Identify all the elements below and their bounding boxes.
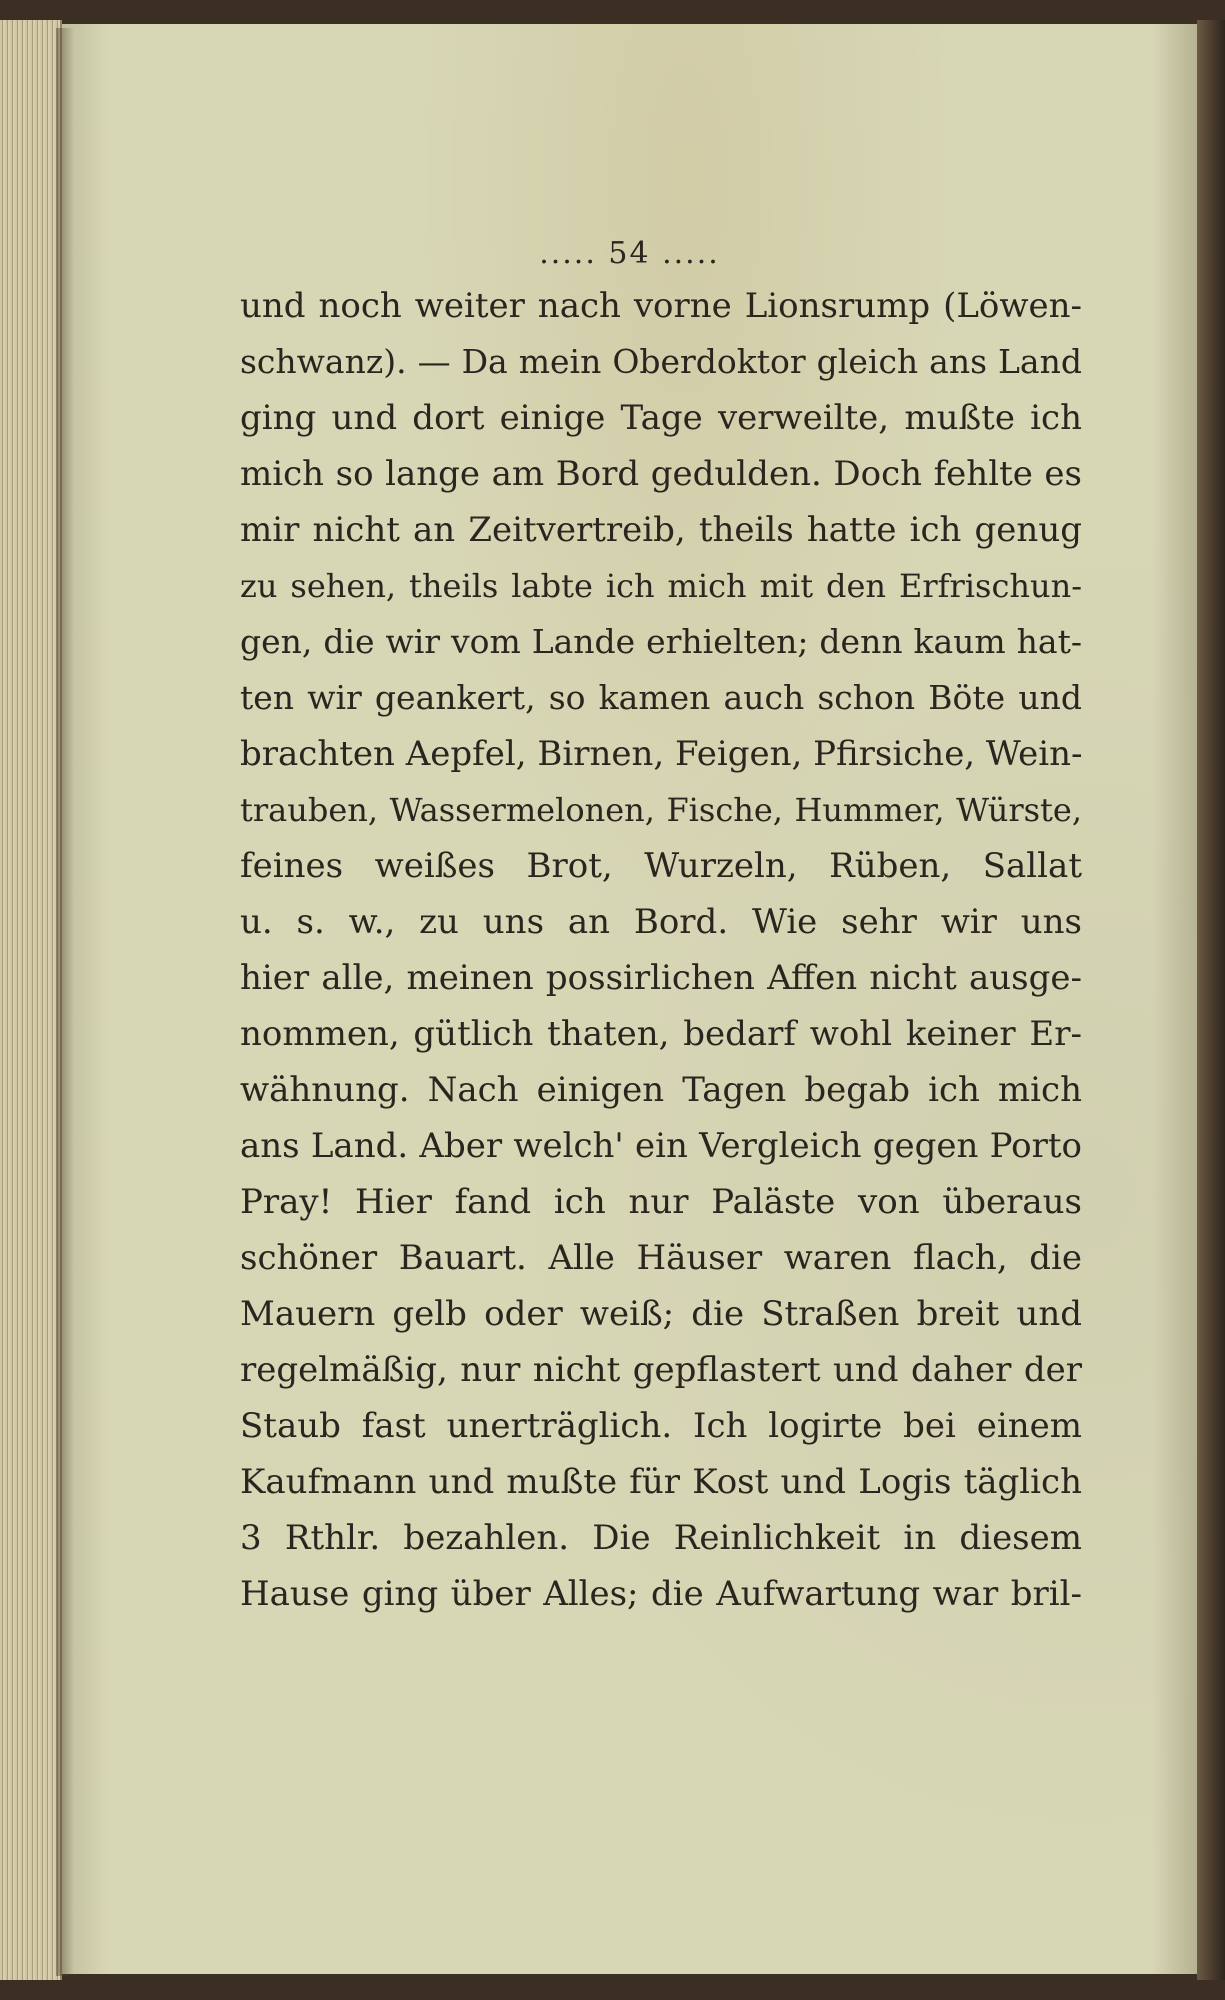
text-line: Mauern gelb oder weiß; die Straßen breit und [240, 1294, 1082, 1334]
text-line: mir nicht an Zeitvertreib, theils hatte ich genug [240, 510, 1082, 550]
text-line: regelmäßig, nur nicht gepflastert und daher der [240, 1350, 1082, 1390]
text-line: trauben, Wassermelonen, Fische, Hummer, Würste, [240, 791, 1082, 829]
text-line: gen, die wir vom Lande erhielten; denn kaum hat- [240, 622, 1082, 661]
text-line: schwanz). — Da mein Oberdoktor gleich ans Land [240, 342, 1082, 381]
book-cover-edge [1197, 20, 1225, 1980]
text-line: Staub fast unerträglich. Ich logirte bei einem [240, 1406, 1082, 1446]
page-body-text [240, 278, 1082, 1622]
book-page-edges [0, 20, 62, 1980]
text-line: schöner Bauart. Alle Häuser waren flach, die [240, 1238, 1082, 1278]
text-line: wähnung. Nach einigen Tagen begab ich mich [240, 1070, 1082, 1110]
binding-shadow [56, 28, 74, 1976]
text-line: hier alle, meinen possirlichen Affen nicht ausge- [240, 958, 1082, 998]
text-line: ging und dort einige Tage verweilte, mußte ich [240, 398, 1082, 438]
text-line: 3 Rthlr. bezahlen. Die Reinlichkeit in diesem [240, 1518, 1082, 1558]
text-line: ten wir geankert, so kamen auch schon Böte und [240, 678, 1082, 717]
text-line: mich so lange am Bord gedulden. Doch fehlte es [240, 454, 1082, 494]
text-line: feines weißes Brot, Wurzeln, Rüben, Sallat [240, 846, 1082, 886]
text-line: ans Land. Aber welch' ein Vergleich gegen Porto [240, 1126, 1082, 1166]
text-line: Kaufmann und mußte für Kost und Logis täglich [240, 1462, 1082, 1502]
text-line: Hause ging über Alles; die Aufwartung war bril- [240, 1574, 1082, 1614]
text-line: und noch weiter nach vorne Lionsrump (Löwen- [240, 286, 1082, 326]
text-line: brachten Aepfel, Birnen, Feigen, Pfirsiche, Wein- [240, 734, 1082, 774]
text-line: nommen, gütlich thaten, bedarf wohl keiner Er- [240, 1014, 1082, 1054]
page-number: ..... 54 ..... [539, 236, 720, 271]
text-line: zu sehen, theils labte ich mich mit den Erfrischun- [240, 567, 1082, 605]
text-line: u. s. w., zu uns an Bord. Wie sehr wir uns [240, 902, 1082, 942]
text-line: Pray! Hier fand ich nur Paläste von überaus [240, 1182, 1082, 1222]
